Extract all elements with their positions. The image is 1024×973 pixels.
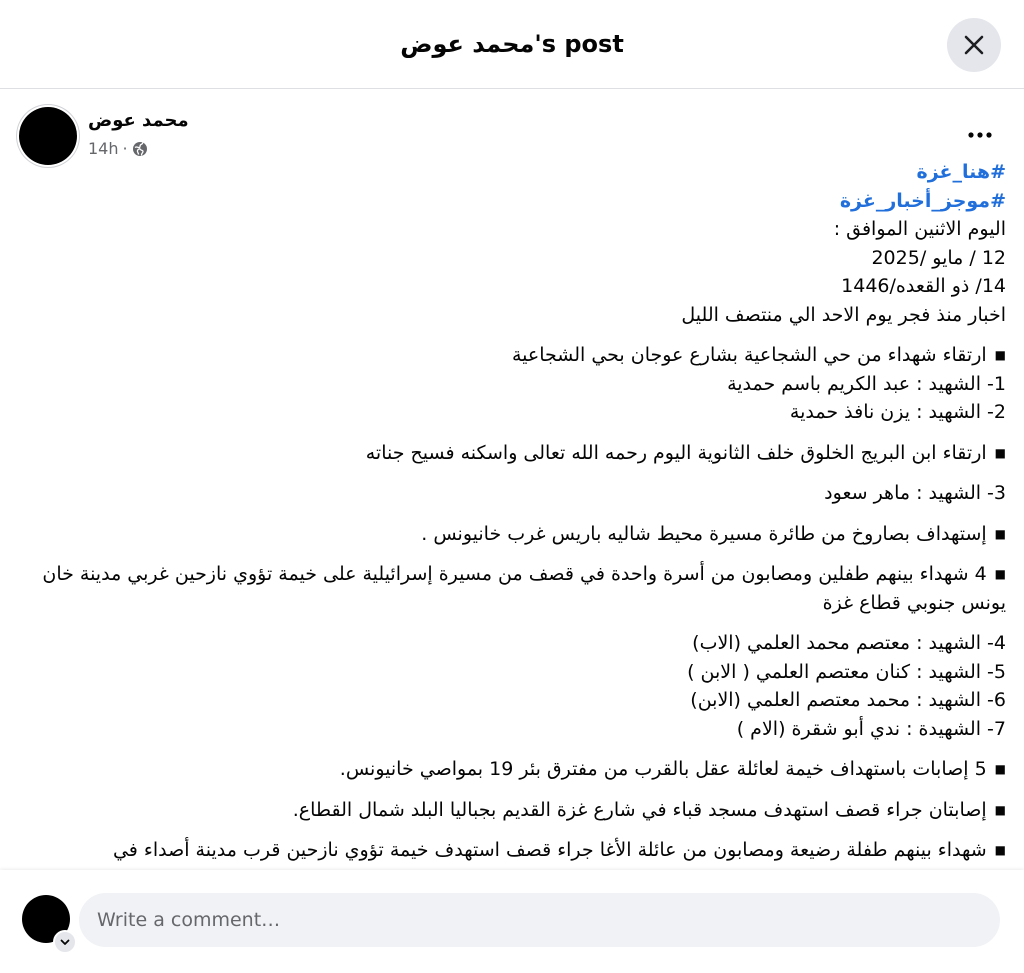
- square-bullet-icon: ■: [994, 843, 1006, 857]
- more-horizontal-icon: [967, 131, 993, 139]
- martyr-item: 4- الشهيد : معتصم محمد العلمي (الاب): [692, 632, 1006, 654]
- news-item: [20, 755, 1006, 784]
- meta-separator: ·: [122, 139, 128, 158]
- news-text: ارتقاء شهداء من حي الشجاعية بشارع عوجان بحي الشجاعية: [511, 344, 987, 366]
- martyr-item: 7- الشهيدة : ندي أبو شقرة (الام ): [736, 717, 1006, 740]
- comment-composer: [0, 870, 1024, 973]
- square-bullet-icon: ■: [994, 802, 1006, 817]
- author-name[interactable]: محمد عوض: [88, 110, 189, 131]
- more-options-button[interactable]: [958, 120, 1002, 150]
- news-item: [20, 341, 1006, 370]
- news-item: [20, 796, 1006, 825]
- square-bullet-icon: ■: [994, 445, 1006, 460]
- square-bullet-icon: ■: [994, 567, 1006, 581]
- hashtag-link[interactable]: #موجز_أخبار_غزة: [839, 189, 1006, 212]
- post-time[interactable]: 14h: [88, 139, 119, 158]
- news-text: شهداء بينهم طفلة رضيعة ومصابون من عائلة الأغا جراء قصف استهدف خيمة تؤوي نازحين قرب مدينة أصداء في: [112, 839, 987, 861]
- martyr-item: 6- الشهيد : محمد معتصم العلمي (الابن): [690, 689, 1006, 711]
- comment-input[interactable]: [79, 893, 1000, 947]
- news-text: 5 إصابات باستهداف خيمة لعائلة عقل بالقرب من مفترق بئر 19 بمواصي خانيونس.: [339, 758, 987, 780]
- chevron-down-icon: [59, 936, 71, 948]
- date-line: 14/ ذو القعده/1446: [841, 275, 1006, 297]
- dialog-title: محمد عوض's post: [400, 30, 624, 58]
- news-text: 4 شهداء بينهم طفلين ومصابون من أسرة واحدة في قصف من مسيرة إسرائيلية على خيمة تؤوي نازحين غربي مدينة خان يونس جنوبي قطاع غزة: [42, 563, 1006, 614]
- news-text: إستهداف بصاروخ من طائرة مسيرة محيط شاليه باريس غرب خانيونس .: [421, 522, 987, 545]
- account-switch-button[interactable]: [53, 930, 77, 954]
- globe-icon[interactable]: [132, 141, 148, 157]
- news-item: [20, 439, 1006, 468]
- author-avatar[interactable]: [19, 107, 77, 165]
- post-content: [20, 158, 1006, 870]
- news-text: ارتقاء ابن البريج الخلوق خلف الثانوية اليوم رحمه الله تعالى واسكنه فسيح جناته: [365, 441, 987, 464]
- square-bullet-icon: ■: [994, 348, 1006, 362]
- martyr-item: 5- الشهيد : كنان معتصم العلمي ( الابن ): [687, 660, 1006, 683]
- news-item: [20, 836, 1006, 865]
- close-icon: [961, 32, 987, 58]
- news-intro: اخبار منذ فجر يوم الاحد الي منتصف الليل: [681, 303, 1006, 326]
- close-button[interactable]: [947, 18, 1001, 72]
- news-item: [20, 520, 1006, 549]
- hashtag-link[interactable]: #هنا_غزة: [916, 161, 1006, 183]
- news-text: إصابتان جراء قصف استهدف مسجد قباء في شارع غزة القديم بجباليا البلد شمال القطاع.: [292, 798, 987, 821]
- date-line: 12 / مايو /2025: [871, 246, 1006, 269]
- date-line: اليوم الاثنين الموافق :: [833, 218, 1006, 240]
- martyr-item: 1- الشهيد : عبد الكريم باسم حمدية: [727, 372, 1006, 395]
- post-dialog-header: [0, 0, 1024, 89]
- square-bullet-icon: ■: [994, 762, 1006, 776]
- martyr-item: 2- الشهيد : يزن نافذ حمدية: [789, 401, 1006, 423]
- post-meta: [88, 138, 148, 160]
- square-bullet-icon: ■: [994, 526, 1006, 541]
- news-item: [20, 560, 1006, 617]
- martyr-item: 3- الشهيد : ماهر سعود: [824, 482, 1006, 504]
